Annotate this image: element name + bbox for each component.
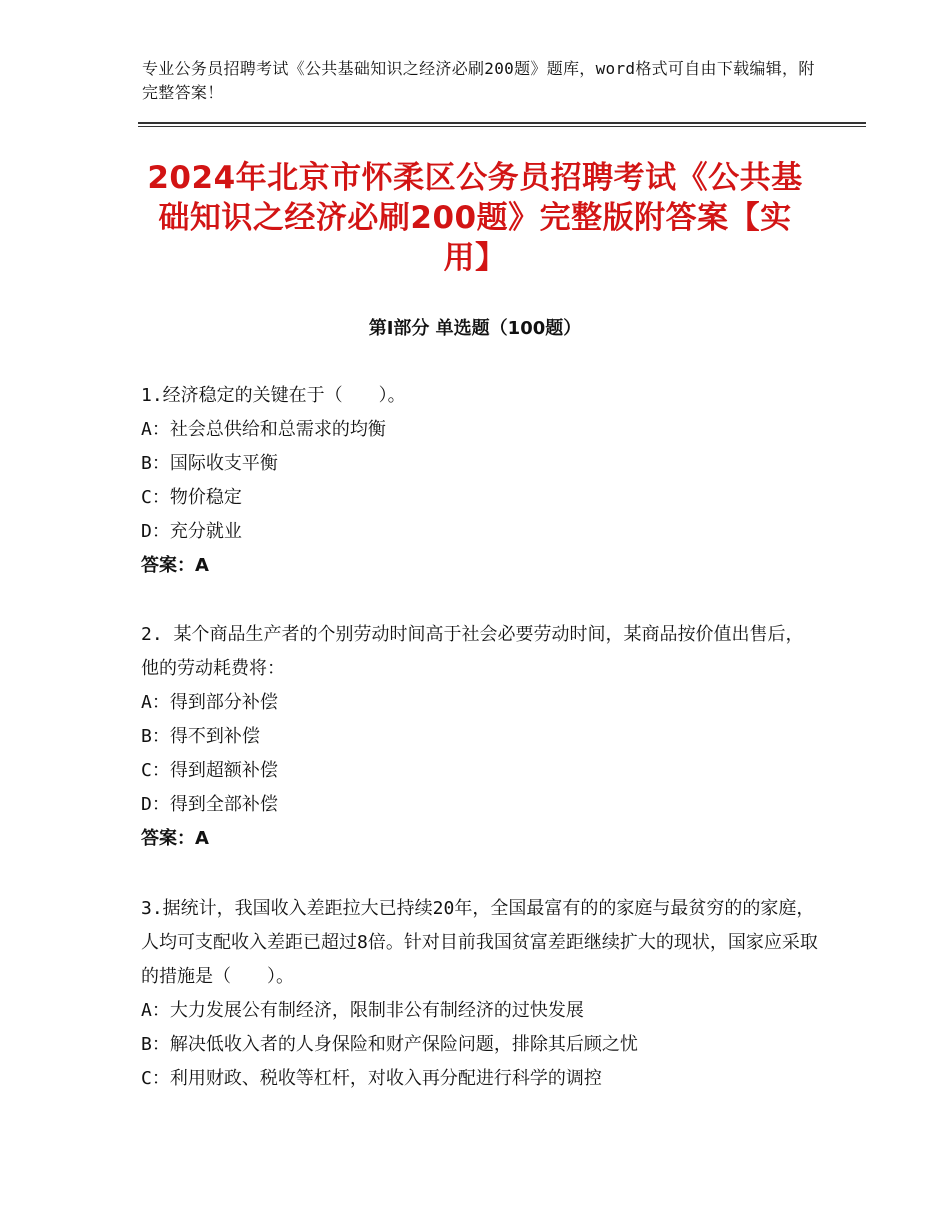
- document-title: 2024年北京市怀柔区公务员招聘考试《公共基础知识之经济必刷200题》完整版附答案【实用】: [147, 160, 803, 276]
- option-a: A：大力发展公有制经济，限制非公有制经济的过快发展: [141, 1000, 584, 1021]
- header-divider-thick: [138, 122, 866, 124]
- option-c: C：物价稳定: [141, 487, 242, 508]
- option-b: B：得不到补偿: [141, 726, 260, 747]
- header-divider-thin: [138, 126, 866, 127]
- section-heading: 第Ⅰ部分 单选题（100题）: [368, 318, 582, 339]
- question-stem: 1.经济稳定的关键在于（ ）。: [141, 385, 406, 406]
- header-note: 专业公务员招聘考试《公共基础知识之经济必刷200题》题库，word格式可自由下载编辑，附完整答案！: [142, 59, 815, 102]
- question-1: [141, 379, 821, 583]
- option-a: A：社会总供给和总需求的均衡: [141, 419, 386, 440]
- option-d: D：充分就业: [141, 521, 242, 542]
- option-b: B：解决低收入者的人身保险和财产保险问题，排除其后顾之忧: [141, 1034, 638, 1055]
- header-divider: [138, 122, 866, 127]
- option-c: C：利用财政、税收等杠杆，对收入再分配进行科学的调控: [141, 1068, 602, 1089]
- question-3: [141, 892, 821, 1096]
- question-stem: 2. 某个商品生产者的个别劳动时间高于社会必要劳动时间，某商品按价值出售后，他的劳动耗费将：: [141, 624, 804, 679]
- question-2: [141, 618, 821, 856]
- option-c: C：得到超额补偿: [141, 760, 278, 781]
- option-b: B：国际收支平衡: [141, 453, 278, 474]
- answer-label: 答案：A: [141, 828, 209, 849]
- answer-label: 答案：A: [141, 555, 209, 576]
- option-d: D：得到全部补偿: [141, 794, 278, 815]
- option-a: A：得到部分补偿: [141, 692, 278, 713]
- question-stem: 3.据统计，我国收入差距拉大已持续20年，全国最富有的的家庭与最贫穷的的家庭，人均可支配收入差距已超过8倍。针对目前我国贫富差距继续扩大的现状，国家应采取的措施是（ ）。: [141, 898, 818, 987]
